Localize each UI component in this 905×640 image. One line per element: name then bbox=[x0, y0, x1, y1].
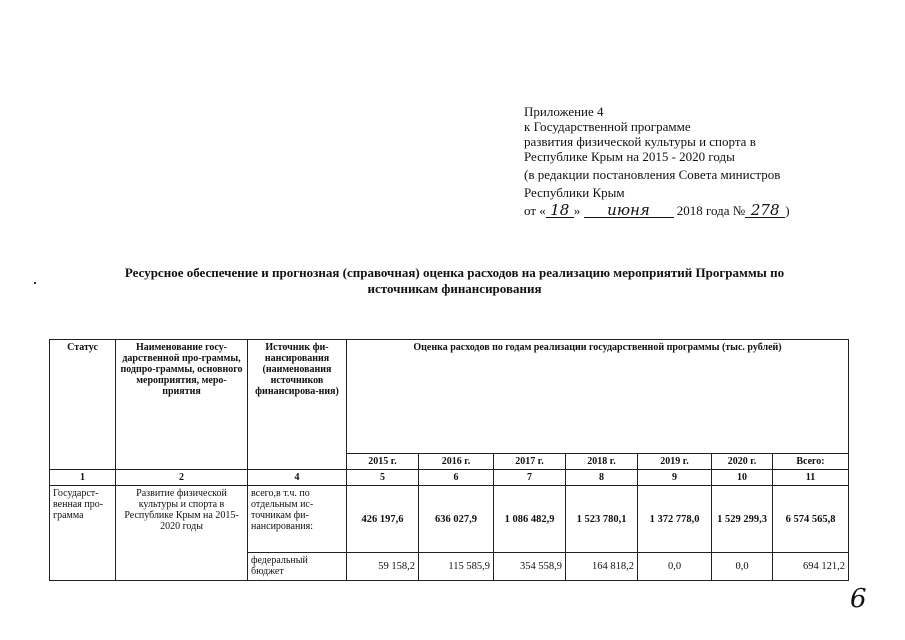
appendix-line-5: (в редакции постановления Совета министров bbox=[524, 167, 781, 182]
date-prefix: от « bbox=[524, 203, 546, 218]
row-source-federal: федеральный бюджет bbox=[248, 553, 347, 581]
document-title-line-2: источникам финансирования bbox=[367, 281, 542, 296]
stray-dot bbox=[34, 282, 36, 284]
value-2020: 1 529 299,3 bbox=[712, 486, 773, 553]
document-title bbox=[62, 265, 847, 297]
header-name: Наименование госу-дарственной про-граммы, подпро-граммы, основного мероприятия, меро-приятия bbox=[116, 340, 248, 470]
appendix-line-6: Республики Крым bbox=[524, 185, 625, 200]
date-year-text: 2018 года № bbox=[676, 203, 746, 218]
header-year-2018: 2018 г. bbox=[566, 454, 638, 470]
column-number: 7 bbox=[494, 470, 566, 486]
value-2016: 636 027,9 bbox=[419, 486, 494, 553]
appendix-line-3: развития физической культуры и спорта в bbox=[524, 134, 756, 149]
appendix-line-4: Республике Крым на 2015 - 2020 годы bbox=[524, 149, 735, 164]
value-2018: 164 818,2 bbox=[566, 553, 638, 581]
header-year-2020: 2020 г. bbox=[712, 454, 773, 470]
table-row bbox=[50, 486, 849, 553]
document-title-line-1: Ресурсное обеспечение и прогнозная (справочная) оценка расходов на реализацию мероприятий Программы по bbox=[124, 265, 785, 280]
header-total: Всего: bbox=[773, 454, 849, 470]
column-number: 10 bbox=[712, 470, 773, 486]
header-year-2016: 2016 г. bbox=[419, 454, 494, 470]
date-mid: » bbox=[573, 203, 581, 218]
value-total: 694 121,2 bbox=[773, 553, 849, 581]
column-number: 8 bbox=[566, 470, 638, 486]
value-2017: 1 086 482,9 bbox=[494, 486, 566, 553]
value-2019: 0,0 bbox=[638, 553, 712, 581]
column-number: 5 bbox=[347, 470, 419, 486]
handwritten-month: июня bbox=[584, 204, 674, 218]
header-estimate: Оценка расходов по годам реализации государственной программы (тыс. рублей) bbox=[347, 340, 849, 454]
column-number: 1 bbox=[50, 470, 116, 486]
value-2015: 59 158,2 bbox=[347, 553, 419, 581]
row-program-name: Развитие физической культуры и спорта в Республике Крым на 2015-2020 годы bbox=[116, 486, 248, 581]
appendix-line-2: к Государственной программе bbox=[524, 119, 691, 134]
budget-table bbox=[49, 339, 849, 581]
header-status: Статус bbox=[50, 340, 116, 470]
value-2020: 0,0 bbox=[712, 553, 773, 581]
column-number-row bbox=[50, 470, 849, 486]
row-source-total: всего,в т.ч. по отдельным ис-точникам фи-нансирования: bbox=[248, 486, 347, 553]
value-2019: 1 372 778,0 bbox=[638, 486, 712, 553]
header-year-2017: 2017 г. bbox=[494, 454, 566, 470]
appendix-line-1: Приложение 4 bbox=[524, 104, 604, 119]
value-2018: 1 523 780,1 bbox=[566, 486, 638, 553]
header-year-2015: 2015 г. bbox=[347, 454, 419, 470]
date-closing: ) bbox=[785, 203, 790, 218]
column-number: 6 bbox=[419, 470, 494, 486]
value-2016: 115 585,9 bbox=[419, 553, 494, 581]
column-number: 4 bbox=[248, 470, 347, 486]
handwritten-page-number: 6 bbox=[850, 584, 867, 614]
header-source: Источник фи-нансирования (наименования источников финансирова-ния) bbox=[248, 340, 347, 470]
column-number: 2 bbox=[116, 470, 248, 486]
column-number: 11 bbox=[773, 470, 849, 486]
value-2017: 354 558,9 bbox=[494, 553, 566, 581]
column-number: 9 bbox=[638, 470, 712, 486]
header-year-2019: 2019 г. bbox=[638, 454, 712, 470]
handwritten-day: 18 bbox=[546, 204, 574, 218]
row-status: Государст-венная про-грамма bbox=[50, 486, 116, 581]
value-total: 6 574 565,8 bbox=[773, 486, 849, 553]
appendix-block bbox=[524, 104, 864, 218]
handwritten-number: 278 bbox=[745, 204, 785, 218]
appendix-date-line bbox=[524, 203, 864, 218]
value-2015: 426 197,6 bbox=[347, 486, 419, 553]
